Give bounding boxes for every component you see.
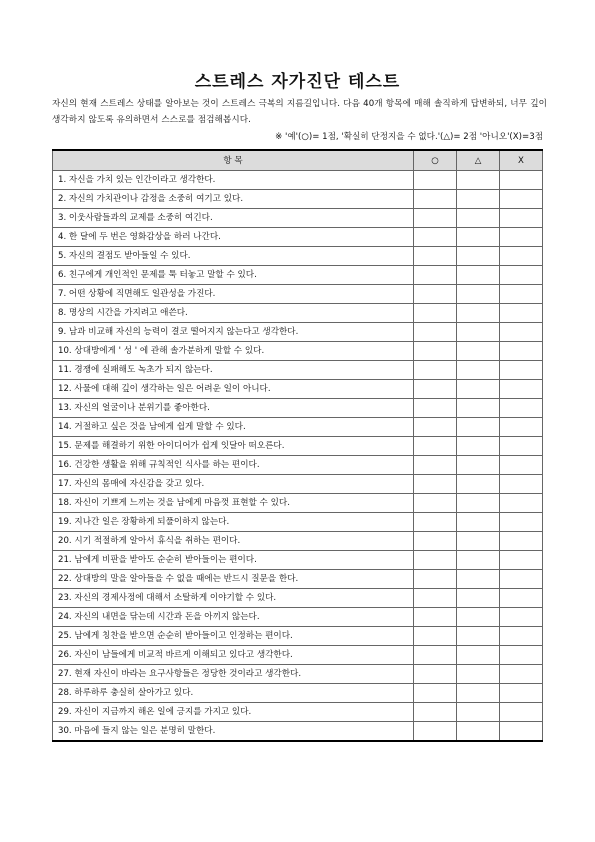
answer-cell-no[interactable]	[500, 589, 543, 608]
answer-cell-no[interactable]	[500, 209, 543, 228]
answer-cell-unsure[interactable]	[457, 266, 500, 285]
table-row	[53, 703, 543, 722]
item-text: 8. 명상의 시간을 가지려고 애쓴다.	[53, 304, 414, 323]
item-text: 13. 자신의 얼굴이나 분위기를 좋아한다.	[53, 399, 414, 418]
answer-cell-unsure[interactable]	[457, 171, 500, 190]
item-text: 2. 자신의 가치관이나 감정을 소중히 여기고 있다.	[53, 190, 414, 209]
table-row	[53, 570, 543, 589]
header-item: 항 목	[53, 150, 414, 171]
item-text: 6. 친구에게 개인적인 문제를 툭 터놓고 말할 수 있다.	[53, 266, 414, 285]
answer-cell-unsure[interactable]	[457, 608, 500, 627]
item-text: 4. 한 달에 두 번은 영화감상을 하러 나간다.	[53, 228, 414, 247]
answer-cell-unsure[interactable]	[457, 380, 500, 399]
table-row	[53, 342, 543, 361]
item-text: 24. 자신의 내면을 닦는데 시간과 돈을 아끼지 않는다.	[53, 608, 414, 627]
table-row	[53, 399, 543, 418]
answer-cell-unsure[interactable]	[457, 285, 500, 304]
answer-cell-yes[interactable]	[414, 608, 457, 627]
answer-cell-no[interactable]	[500, 703, 543, 722]
answer-cell-unsure[interactable]	[457, 418, 500, 437]
intro-paragraph: 자신의 현재 스트레스 상태를 알아보는 것이 스트레스 극복의 지름길입니다. 다음 40개 항목에 매해 솔직하게 답변하되, 너무 깊이 생각하지 않도록 유의하면서 스스로를 점검해봅시다.	[52, 99, 547, 125]
answer-cell-no[interactable]	[500, 323, 543, 342]
answer-cell-unsure[interactable]	[457, 532, 500, 551]
answer-cell-unsure[interactable]	[457, 228, 500, 247]
answer-cell-yes[interactable]	[414, 228, 457, 247]
answer-cell-no[interactable]	[500, 665, 543, 684]
answer-cell-yes[interactable]	[414, 171, 457, 190]
item-text: 12. 사물에 대해 깊이 생각하는 일은 어려운 일이 아니다.	[53, 380, 414, 399]
header-unsure: △	[457, 150, 500, 171]
answer-cell-yes[interactable]	[414, 475, 457, 494]
item-text: 29. 자신이 지금까지 해온 일에 긍지를 가지고 있다.	[53, 703, 414, 722]
table-row	[53, 380, 543, 399]
answer-cell-unsure[interactable]	[457, 190, 500, 209]
table-row	[53, 494, 543, 513]
answer-cell-no[interactable]	[500, 513, 543, 532]
answer-cell-no[interactable]	[500, 266, 543, 285]
page-title: 스트레스 자가진단 테스트	[194, 72, 401, 92]
answer-cell-no[interactable]	[500, 285, 543, 304]
answer-cell-unsure[interactable]	[457, 437, 500, 456]
item-text: 17. 자신의 몸매에 자신감을 갖고 있다.	[53, 475, 414, 494]
table-row	[53, 209, 543, 228]
answer-cell-no[interactable]	[500, 722, 543, 742]
answer-cell-no[interactable]	[500, 247, 543, 266]
item-text: 28. 하루하루 충실히 살아가고 있다.	[53, 684, 414, 703]
answer-cell-unsure[interactable]	[457, 361, 500, 380]
item-text: 7. 어떤 상황에 직면해도 일관성을 가진다.	[53, 285, 414, 304]
answer-cell-no[interactable]	[500, 570, 543, 589]
answer-cell-unsure[interactable]	[457, 665, 500, 684]
answer-cell-yes[interactable]	[414, 247, 457, 266]
answer-cell-yes[interactable]	[414, 209, 457, 228]
table-row	[53, 665, 543, 684]
answer-cell-unsure[interactable]	[457, 399, 500, 418]
table-row	[53, 627, 543, 646]
item-text: 5. 자신의 결점도 받아들일 수 있다.	[53, 247, 414, 266]
answer-cell-yes[interactable]	[414, 532, 457, 551]
item-text: 23. 자신의 경제사정에 대해서 소탈하게 이야기할 수 있다.	[53, 589, 414, 608]
table-row	[53, 361, 543, 380]
item-text: 14. 거절하고 싶은 것을 남에게 쉽게 말할 수 있다.	[53, 418, 414, 437]
item-text: 1. 자신을 가치 있는 인간이라고 생각한다.	[53, 171, 414, 190]
header-no: Ⅹ	[500, 150, 543, 171]
item-text: 19. 지나간 일은 장황하게 되풀이하지 않는다.	[53, 513, 414, 532]
answer-cell-no[interactable]	[500, 646, 543, 665]
table-row	[53, 475, 543, 494]
answer-cell-yes[interactable]	[414, 570, 457, 589]
answer-cell-yes[interactable]	[414, 456, 457, 475]
answer-cell-unsure[interactable]	[457, 551, 500, 570]
item-text: 15. 문제를 해결하기 위한 아이디어가 쉽게 잇달아 떠오른다.	[53, 437, 414, 456]
answer-cell-yes[interactable]	[414, 703, 457, 722]
item-text: 26. 자신이 남들에게 비교적 바르게 이해되고 있다고 생각한다.	[53, 646, 414, 665]
table-row	[53, 266, 543, 285]
answer-cell-no[interactable]	[500, 190, 543, 209]
answer-cell-unsure[interactable]	[457, 703, 500, 722]
answer-cell-unsure[interactable]	[457, 627, 500, 646]
answer-cell-no[interactable]	[500, 342, 543, 361]
table-header-row	[53, 150, 543, 171]
table-row	[53, 228, 543, 247]
item-text: 22. 상대방의 말을 알아들을 수 없을 때에는 반드시 질문을 한다.	[53, 570, 414, 589]
answer-cell-unsure[interactable]	[457, 323, 500, 342]
item-text: 9. 남과 비교해 자신의 능력이 결코 떨어지지 않는다고 생각한다.	[53, 323, 414, 342]
answer-cell-unsure[interactable]	[457, 342, 500, 361]
table-row	[53, 684, 543, 703]
item-text: 21. 남에게 비판을 받아도 순순히 받아들이는 편이다.	[53, 551, 414, 570]
answer-cell-no[interactable]	[500, 532, 543, 551]
answer-cell-no[interactable]	[500, 228, 543, 247]
answer-cell-yes[interactable]	[414, 665, 457, 684]
answer-cell-yes[interactable]	[414, 684, 457, 703]
checklist-table	[52, 149, 543, 742]
answer-cell-no[interactable]	[500, 437, 543, 456]
answer-cell-yes[interactable]	[414, 589, 457, 608]
answer-cell-yes[interactable]	[414, 551, 457, 570]
answer-cell-yes[interactable]	[414, 722, 457, 742]
answer-cell-yes[interactable]	[414, 361, 457, 380]
answer-cell-no[interactable]	[500, 627, 543, 646]
table-row	[53, 437, 543, 456]
table-row	[53, 646, 543, 665]
answer-cell-yes[interactable]	[414, 323, 457, 342]
answer-cell-unsure[interactable]	[457, 304, 500, 323]
answer-cell-yes[interactable]	[414, 266, 457, 285]
answer-cell-yes[interactable]	[414, 646, 457, 665]
answer-cell-yes[interactable]	[414, 285, 457, 304]
item-text: 18. 자신이 기쁘게 느끼는 것을 남에게 마음껏 표현할 수 있다.	[53, 494, 414, 513]
answer-cell-yes[interactable]	[414, 342, 457, 361]
item-text: 11. 경쟁에 실패해도 녹초가 되지 않는다.	[53, 361, 414, 380]
answer-cell-unsure[interactable]	[457, 589, 500, 608]
table-row	[53, 513, 543, 532]
answer-cell-unsure[interactable]	[457, 646, 500, 665]
item-text: 16. 건강한 생활을 위해 규칙적인 식사를 하는 편이다.	[53, 456, 414, 475]
answer-cell-yes[interactable]	[414, 494, 457, 513]
answer-cell-yes[interactable]	[414, 437, 457, 456]
table-row	[53, 247, 543, 266]
answer-cell-yes[interactable]	[414, 513, 457, 532]
item-text: 20. 시기 적절하게 알아서 휴식을 취하는 편이다.	[53, 532, 414, 551]
answer-cell-no[interactable]	[500, 608, 543, 627]
item-text: 25. 남에게 칭찬을 받으면 순순히 받아들이고 인정하는 편이다.	[53, 627, 414, 646]
answer-cell-yes[interactable]	[414, 190, 457, 209]
item-text: 27. 현재 자신이 바라는 요구사항들은 정당한 것이라고 생각한다.	[53, 665, 414, 684]
table-row	[53, 722, 543, 742]
table-row	[53, 589, 543, 608]
answer-cell-no[interactable]	[500, 494, 543, 513]
table-row	[53, 323, 543, 342]
table-row	[53, 418, 543, 437]
answer-cell-unsure[interactable]	[457, 513, 500, 532]
answer-cell-no[interactable]	[500, 475, 543, 494]
table-row	[53, 456, 543, 475]
answer-cell-unsure[interactable]	[457, 494, 500, 513]
header-yes: ○	[414, 150, 457, 171]
answer-cell-unsure[interactable]	[457, 570, 500, 589]
scoring-note: ※ '예'(○)= 1점, '확실히 단정지을 수 없다.'(△)= 2점 '아니오'(Ⅹ)=3점	[275, 132, 543, 142]
answer-cell-yes[interactable]	[414, 627, 457, 646]
answer-cell-no[interactable]	[500, 361, 543, 380]
answer-cell-unsure[interactable]	[457, 209, 500, 228]
answer-cell-yes[interactable]	[414, 304, 457, 323]
answer-cell-unsure[interactable]	[457, 722, 500, 742]
table-row	[53, 285, 543, 304]
answer-cell-unsure[interactable]	[457, 475, 500, 494]
item-text: 10. 상대방에게 ' 성 ' 에 관해 솔가분하게 말할 수 있다.	[53, 342, 414, 361]
answer-cell-no[interactable]	[500, 551, 543, 570]
answer-cell-no[interactable]	[500, 399, 543, 418]
answer-cell-no[interactable]	[500, 171, 543, 190]
answer-cell-yes[interactable]	[414, 380, 457, 399]
table-row	[53, 304, 543, 323]
item-text: 30. 마음에 들지 않는 일은 분명히 말한다.	[53, 722, 414, 742]
answer-cell-unsure[interactable]	[457, 247, 500, 266]
table-row	[53, 190, 543, 209]
answer-cell-no[interactable]	[500, 456, 543, 475]
answer-cell-unsure[interactable]	[457, 684, 500, 703]
answer-cell-unsure[interactable]	[457, 456, 500, 475]
table-row	[53, 171, 543, 190]
table-row	[53, 551, 543, 570]
table-row	[53, 532, 543, 551]
table-row	[53, 608, 543, 627]
answer-cell-yes[interactable]	[414, 418, 457, 437]
answer-cell-no[interactable]	[500, 684, 543, 703]
answer-cell-no[interactable]	[500, 304, 543, 323]
answer-cell-yes[interactable]	[414, 399, 457, 418]
answer-cell-no[interactable]	[500, 418, 543, 437]
item-text: 3. 이웃사람들과의 교제를 소중히 여긴다.	[53, 209, 414, 228]
answer-cell-no[interactable]	[500, 380, 543, 399]
